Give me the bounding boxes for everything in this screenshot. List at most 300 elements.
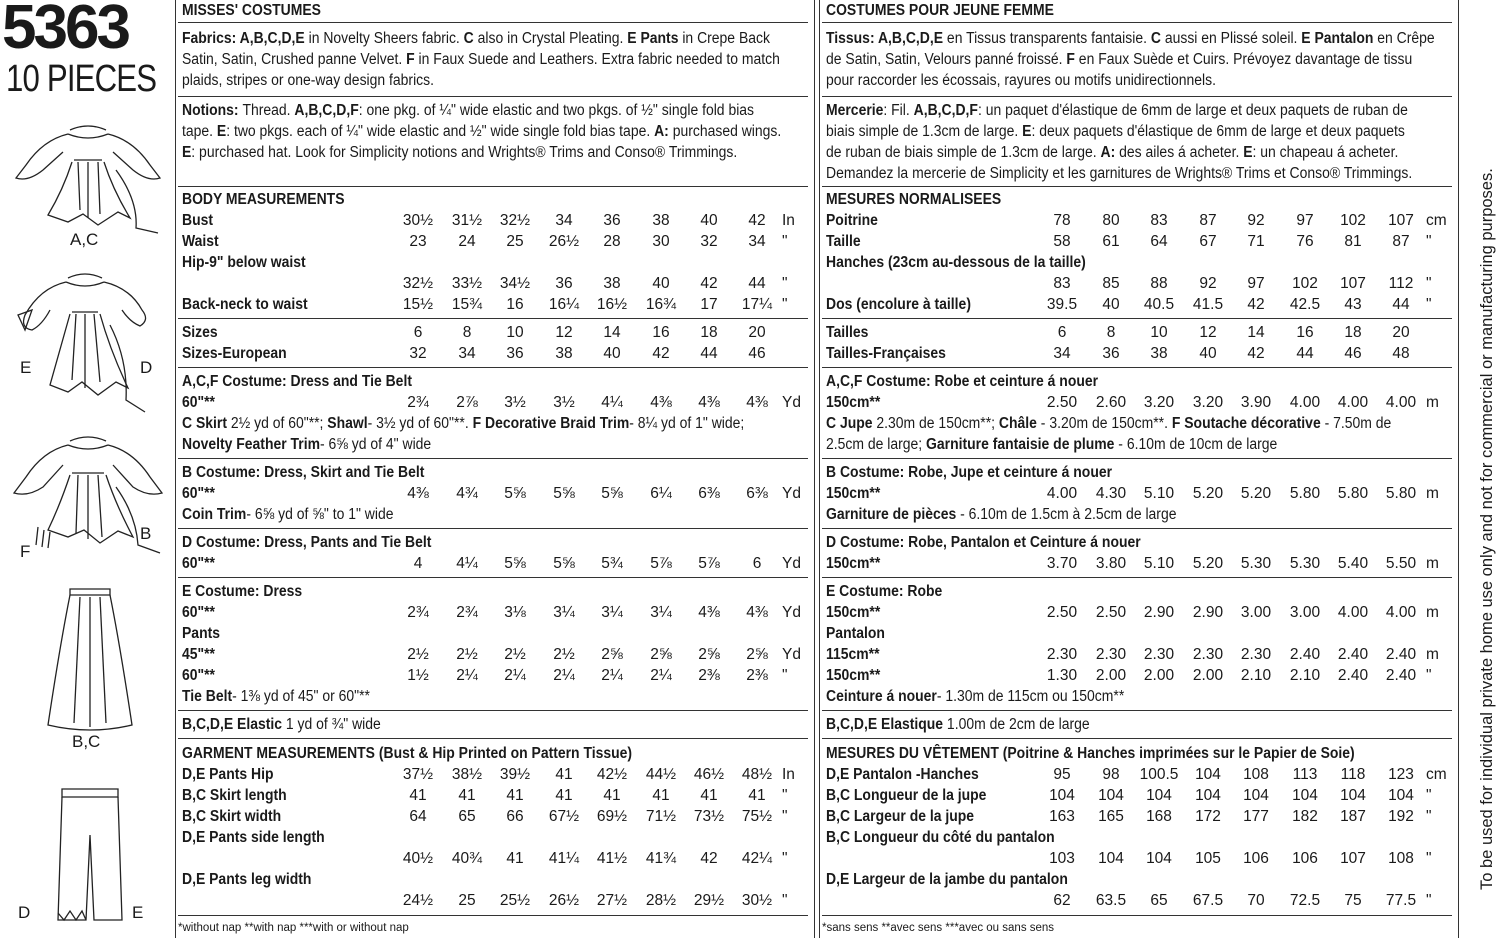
section-rule [178, 710, 808, 711]
cell-value: 46 [1344, 345, 1362, 362]
section-rule [822, 458, 1452, 459]
cell-value: 36 [555, 275, 573, 292]
cell-value: 38½ [451, 766, 483, 783]
cell-value: 36 [1102, 345, 1120, 362]
cell-value: 34 [555, 212, 573, 229]
bold-text: Tissus: [826, 30, 878, 47]
body-row [822, 231, 1452, 252]
cell-value: 36 [506, 345, 524, 362]
cell-value: 40½ [402, 850, 434, 867]
cell-value: 2.00 [1192, 667, 1224, 684]
cell-value: 1½ [407, 667, 429, 684]
fabrics-line [182, 28, 770, 49]
cell-value: 34 [748, 233, 766, 250]
text: en Crêpe [1373, 30, 1435, 47]
cell-value: 3.70 [1046, 555, 1078, 572]
text: : deux paquets d'élastique de 6mm de large et deux paquets [1031, 123, 1405, 140]
cell-value: 5⅞ [650, 555, 672, 572]
notions-line [182, 100, 754, 121]
row-label: D,E Pantalon -Hanches [826, 766, 979, 783]
cell-value: 4⅜ [698, 394, 720, 411]
cell-value: 4⅜ [650, 394, 672, 411]
cell-value: 3.20 [1192, 394, 1224, 411]
text: des ailes á acheter. [1115, 144, 1244, 161]
cell-value: 42 [700, 275, 718, 292]
cell-value: 92 [1199, 275, 1217, 292]
cell-value: 5⅝ [504, 485, 526, 502]
body-row [822, 294, 1452, 315]
row-label: 60"** [182, 604, 215, 621]
cell-value: 87 [1392, 233, 1410, 250]
cell-value: 41 [555, 766, 573, 783]
cell-value: 2.90 [1143, 604, 1175, 621]
bold-text: Mercerie [826, 102, 884, 119]
usage-notice: To be used for individual private home use only and not for commercial or manufacturing purposes. [1478, 168, 1496, 890]
cell-value: 4¼ [456, 555, 478, 572]
cell-value: 100.5 [1139, 766, 1179, 783]
cell-value: 2¼ [504, 667, 526, 684]
yardage-row [178, 392, 808, 413]
row-label: B,C Skirt length [182, 787, 287, 804]
text: 2.30m de 150cm**; [872, 415, 999, 432]
cell-value: 72.5 [1289, 892, 1321, 909]
cell-value: 34 [458, 345, 476, 362]
cell-value: 44 [748, 275, 766, 292]
cell-value: 16 [506, 296, 524, 313]
view-label: A,C [70, 230, 99, 249]
cell-value: 43 [1344, 296, 1362, 313]
cell-value: 67 [1199, 233, 1217, 250]
cell-value: 28½ [645, 892, 677, 909]
section-title: MISSES' COSTUMES [182, 2, 321, 19]
cell-value: 80 [1102, 212, 1120, 229]
cell-value: 2.40 [1385, 667, 1417, 684]
text: : Fil. [883, 102, 914, 119]
garment-row [822, 785, 1452, 806]
cell-value: 88 [1150, 275, 1168, 292]
unit: " [782, 275, 788, 292]
cell-value: 5.20 [1240, 485, 1272, 502]
cell-value: 77.5 [1385, 892, 1417, 909]
fabrics-line [826, 28, 1435, 49]
text: - 1.30m de 115cm ou 150cm** [936, 688, 1125, 705]
costume-title: D Costume: Robe, Pantalon et Ceinture á nouer [826, 534, 1141, 551]
cell-value: 8 [462, 324, 472, 341]
cell-value: 102 [1340, 212, 1366, 229]
row-label: Hip-9" below waist [182, 254, 306, 271]
cell-value: 30½ [741, 892, 773, 909]
footnote: *without nap **with nap ***with or without nap [178, 922, 409, 934]
costume-title: D Costume: Dress, Pants and Tie Belt [182, 534, 432, 551]
cell-value: 3.90 [1240, 394, 1272, 411]
text: - 8¼ yd of 1" wide; [629, 415, 745, 432]
sizes-row [822, 322, 1452, 343]
row-label: Bust [182, 212, 214, 229]
notes-line [182, 714, 381, 735]
cell-value: 2⅜ [746, 667, 768, 684]
cell-value: 14 [1247, 324, 1265, 341]
cell-value: 2¾ [456, 604, 478, 621]
cell-value: 18 [700, 324, 718, 341]
cell-value: 98 [1102, 766, 1120, 783]
bold-text: Garniture de pièces [826, 506, 957, 523]
cell-value: 104 [1146, 787, 1172, 804]
view-label: E [132, 903, 144, 922]
row-label: Waist [182, 233, 219, 250]
row-label: B,C Longueur du côté du pantalon [826, 829, 1055, 846]
cell-value: 3.00 [1240, 604, 1272, 621]
row-label: D,E Pants leg width [182, 871, 312, 888]
cell-value: 3¼ [553, 604, 575, 621]
unit: " [782, 233, 788, 250]
unit: cm [1426, 766, 1447, 783]
view-d-illustration [10, 270, 160, 420]
column-divider [1458, 0, 1459, 938]
column-divider [175, 0, 176, 938]
text: 2.5cm de large; [826, 436, 927, 453]
cell-value: 2.50 [1046, 394, 1078, 411]
garment-row [822, 806, 1452, 827]
cell-value: 5.10 [1143, 555, 1175, 572]
text: en Tissus transparents fantaisie. [943, 30, 1151, 47]
garment-row [178, 764, 808, 785]
unit: Yd [782, 646, 801, 663]
cell-value: 40 [603, 345, 621, 362]
cell-value: 34 [1053, 345, 1071, 362]
cell-value: 3½ [553, 394, 575, 411]
section-rule [178, 367, 808, 368]
unit: cm [1426, 212, 1447, 229]
cell-value: 66 [506, 808, 524, 825]
cell-value: 107 [1388, 212, 1414, 229]
text: - 6.10m de 1.5cm à 2.5cm de large [956, 506, 1177, 523]
cell-value: 64 [1150, 233, 1168, 250]
text: - 3.20m de 150cm**. [1036, 415, 1172, 432]
notes-line [182, 504, 394, 525]
cell-value: 5.80 [1337, 485, 1369, 502]
cell-value: 97 [1247, 275, 1265, 292]
cell-value: 16¾ [645, 296, 677, 313]
view-ac-illustration [8, 110, 168, 235]
text: : two pkgs. each of ¼" wide elastic and ½" wide single fold bias tape. [226, 123, 655, 140]
cell-value: 83 [1150, 212, 1168, 229]
cell-value: 32½ [402, 275, 434, 292]
cell-value: 38 [1150, 345, 1168, 362]
cell-value: 2¼ [456, 667, 478, 684]
cell-value: 8 [1106, 324, 1116, 341]
cell-value: 5⅝ [553, 555, 575, 572]
cell-value: 24 [458, 233, 476, 250]
view-label: E [20, 358, 32, 377]
section-rule [822, 318, 1452, 319]
text: also in Crystal Pleating. [473, 30, 628, 47]
cell-value: 4.00 [1289, 394, 1321, 411]
cell-value: 2.10 [1289, 667, 1321, 684]
view-de-pants-illustration [40, 785, 140, 925]
cell-value: 15¾ [451, 296, 483, 313]
cell-value: 31½ [451, 212, 483, 229]
cell-value: 33½ [451, 275, 483, 292]
unit: " [1426, 667, 1432, 684]
unit: " [782, 787, 788, 804]
footnote: *sans sens **avec sens ***avec ou sans sens [822, 922, 1055, 934]
cell-value: 2⅝ [746, 646, 768, 663]
garment-row [178, 890, 808, 911]
cell-value: 95 [1053, 766, 1071, 783]
unit: " [782, 850, 788, 867]
cell-value: 5⅝ [601, 485, 623, 502]
unit: " [782, 808, 788, 825]
bold-text: Garniture fantaisie de plume [926, 436, 1115, 453]
cell-value: 104 [1243, 787, 1269, 804]
cell-value: 67.5 [1192, 892, 1224, 909]
section-rule [822, 528, 1452, 529]
cell-value: 5.10 [1143, 485, 1175, 502]
notions-line [826, 163, 1412, 184]
unit: m [1426, 394, 1439, 411]
unit: Yd [782, 604, 801, 621]
unit: In [782, 212, 795, 229]
cell-value: 63.5 [1095, 892, 1127, 909]
body-row [178, 294, 808, 315]
unit: Yd [782, 394, 801, 411]
cell-value: 2½ [407, 646, 429, 663]
unit: m [1426, 485, 1439, 502]
cell-value: 41 [506, 787, 524, 804]
cell-value: 40 [1102, 296, 1120, 313]
cell-value: 71 [1247, 233, 1265, 250]
cell-value: 71½ [645, 808, 677, 825]
table-title: BODY MEASUREMENTS [182, 191, 345, 208]
cell-value: 104 [1098, 787, 1124, 804]
notes-line [826, 686, 1124, 707]
cell-value: 30 [652, 233, 670, 250]
cell-value: 2¼ [553, 667, 575, 684]
cell-value: 65 [458, 808, 476, 825]
fabrics-line [182, 70, 434, 91]
cell-value: 165 [1098, 808, 1124, 825]
unit: " [1426, 850, 1432, 867]
cell-value: 69½ [596, 808, 628, 825]
cell-value: 20 [748, 324, 766, 341]
cell-value: 4¾ [456, 485, 478, 502]
notions-line [182, 121, 781, 142]
cell-value: 5.20 [1192, 485, 1224, 502]
cell-value: 42 [748, 212, 766, 229]
cell-value: 37½ [402, 766, 434, 783]
yardage-row [178, 553, 808, 574]
yardage-row [178, 602, 808, 623]
cell-value: 39.5 [1046, 296, 1078, 313]
cell-value: 16½ [596, 296, 628, 313]
cell-value: 34½ [499, 275, 531, 292]
cell-value: 4¼ [601, 394, 623, 411]
row-label: Tailles-Françaises [826, 345, 946, 362]
row-label: D,E Pants side length [182, 829, 325, 846]
notions-line [826, 142, 1398, 163]
cell-value: 46 [748, 345, 766, 362]
bold-text: A,B,C,D,E [877, 30, 944, 47]
cell-value: 2.10 [1240, 667, 1272, 684]
section-rule [822, 367, 1452, 368]
cell-value: 41 [458, 787, 476, 804]
cell-value: 78 [1053, 212, 1071, 229]
unit: " [1426, 296, 1432, 313]
cell-value: 38 [555, 345, 573, 362]
cell-value: 108 [1388, 850, 1414, 867]
cell-value: 76 [1296, 233, 1314, 250]
cell-value: 4⅜ [746, 604, 768, 621]
cell-value: 73½ [693, 808, 725, 825]
text: - 6⅝ yd of ⅝" to 1" wide [246, 506, 394, 523]
view-bc-skirt-illustration [40, 585, 140, 735]
bold-text: A: [654, 123, 669, 140]
view-label: D [140, 358, 153, 377]
bold-text: C Skirt [182, 415, 231, 432]
view-label: F [20, 542, 31, 561]
cell-value: 2⅝ [698, 646, 720, 663]
section-rule [822, 710, 1452, 711]
unit: " [1426, 808, 1432, 825]
cell-value: 4.00 [1337, 394, 1369, 411]
cell-value: 2.40 [1385, 646, 1417, 663]
cell-value: 41 [652, 787, 670, 804]
row-label: 150cm** [826, 485, 881, 502]
row-label: 115cm** [826, 646, 880, 663]
unit: In [782, 766, 795, 783]
section-rule [822, 738, 1452, 739]
text: : purchased hat. Look for Simplicity notions and Wrights® Trims and Conso® Trimmings. [191, 144, 738, 161]
notions-line [826, 121, 1405, 142]
cell-value: 32½ [499, 212, 531, 229]
cell-value: 4⅜ [746, 394, 768, 411]
text: - 3½ yd of 60"**. [367, 415, 473, 432]
cell-value: 102 [1292, 275, 1318, 292]
cell-value: 113 [1292, 766, 1318, 783]
cell-value: 4.00 [1337, 604, 1369, 621]
body-row [822, 273, 1452, 294]
cell-value: 27½ [596, 892, 628, 909]
row-label: 60"** [182, 394, 215, 411]
fabrics-line [826, 49, 1412, 70]
fabrics-line [826, 70, 1216, 91]
cell-value: 40 [700, 212, 718, 229]
view-label: B [140, 524, 152, 543]
cell-value: 36 [603, 212, 621, 229]
section-rule [822, 96, 1452, 97]
bold-text: Coin Trim [182, 506, 247, 523]
cell-value: 3.20 [1143, 394, 1175, 411]
garment-row [178, 806, 808, 827]
cell-value: 104 [1195, 766, 1221, 783]
row-label: D,E Largeur de la jambe du pantalon [826, 871, 1068, 888]
cell-value: 2.00 [1143, 667, 1175, 684]
view-label: D [18, 903, 31, 922]
cell-value: 38 [652, 212, 670, 229]
cell-value: 6⅜ [698, 485, 720, 502]
cell-value: 48½ [741, 766, 773, 783]
cell-value: 103 [1049, 850, 1075, 867]
cell-value: 16 [652, 324, 670, 341]
section-rule [178, 96, 808, 97]
unit: " [782, 892, 788, 909]
cell-value: 40 [652, 275, 670, 292]
row-label: 60"** [182, 485, 215, 502]
cell-value: 2¼ [650, 667, 672, 684]
text: 1.00m de 2cm de large [943, 716, 1090, 733]
row-label: Taille [826, 233, 861, 250]
cell-value: 5⅝ [553, 485, 575, 502]
cell-value: 41 [506, 850, 524, 867]
cell-value: 2⅝ [650, 646, 672, 663]
cell-value: 40 [1199, 345, 1217, 362]
unit: " [1426, 275, 1432, 292]
unit: m [1426, 555, 1439, 572]
bold-text: E [1243, 144, 1253, 161]
cell-value: 67½ [548, 808, 580, 825]
section-rule [822, 186, 1452, 187]
text: 1 yd of ¾" wide [282, 716, 381, 733]
cell-value: 18 [1344, 324, 1362, 341]
cell-value: 15½ [402, 296, 434, 313]
cell-value: 20 [1392, 324, 1410, 341]
yardage-row [178, 483, 808, 504]
yardage-row [822, 483, 1452, 504]
cell-value: 2⅜ [698, 667, 720, 684]
cell-value: 39½ [499, 766, 531, 783]
text: purchased wings. [668, 123, 782, 140]
cell-value: 2.90 [1192, 604, 1224, 621]
column-divider [814, 0, 815, 938]
text: - 6⅝ yd of 4" wide [319, 436, 432, 453]
yardage-row [822, 553, 1452, 574]
cell-value: 5.30 [1289, 555, 1321, 572]
cell-value: 2.40 [1337, 667, 1369, 684]
cell-value: 2½ [504, 646, 526, 663]
cell-value: 58 [1053, 233, 1071, 250]
cell-value: 44 [1296, 345, 1314, 362]
cell-value: 4 [413, 555, 423, 572]
row-label: 150cm** [826, 667, 881, 684]
cell-value: 104 [1146, 850, 1172, 867]
cell-value: 62 [1053, 892, 1071, 909]
section-rule [178, 22, 808, 23]
notes-line [182, 413, 744, 434]
unit: " [1426, 892, 1432, 909]
cell-value: 42 [1247, 345, 1265, 362]
text: in Novelty Sheers fabric. [304, 30, 464, 47]
text: plaids, stripes or one-way design fabrics. [182, 72, 434, 89]
cell-value: 75½ [741, 808, 773, 825]
text: - 7.50m de [1320, 415, 1392, 432]
notions-line [182, 142, 737, 163]
bold-text: F Soutache décorative [1171, 415, 1321, 432]
cell-value: 25½ [499, 892, 531, 909]
text: biais simple de 1.3cm de large. [826, 123, 1023, 140]
costume-title: B Costume: Dress, Skirt and Tie Belt [182, 464, 425, 481]
bold-text: Ceinture á nouer [826, 688, 937, 705]
cell-value: 3.00 [1289, 604, 1321, 621]
cell-value: 2.40 [1289, 646, 1321, 663]
unit: " [1426, 787, 1432, 804]
section-rule [178, 577, 808, 578]
cell-value: 5⅞ [698, 555, 720, 572]
text: tape. [182, 123, 217, 140]
cell-value: 108 [1243, 766, 1269, 783]
body-row [178, 210, 808, 231]
cell-value: 5.40 [1337, 555, 1369, 572]
cell-value: 41¼ [548, 850, 580, 867]
